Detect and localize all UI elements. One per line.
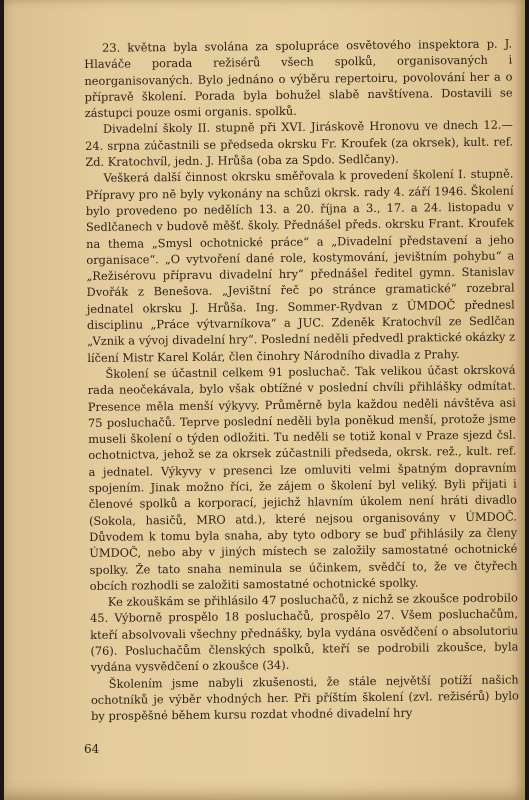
paragraph-3: Veškerá další činnost okrsku směřovala k provedení školení I. stupně. Přípravy pro ně byly vykonány na schůzi okrsk. rady 4. září 1946. Školení bylo provedeno po nedělích 13. a 20. října a 3., 17. a 24. listopadu v Sedlčanech v budově měšť. školy. Přednášel předs. okrsku Frant. Kroufek na thema „Smysl ochotnické práce“ a „Divadelní představení a jeho organisace“. „O vytvoření dané role, kostymování, jevištním pohybu“ a „Režisérovu přípravu divadelní hry“ přednášel ředitel gymn. Stanislav Dvořák z Benešova. „Jevištní řeč po stránce gramatické“ rozebral jednatel okrsku J. Hrůša. Ing. Sommer-Rydvan z ÚMDOČ přednesl disciplinu „Práce výtvarníkova“ a JUC. Zdeněk Kratochvíl ze Sedlčan „Vznik a vývoj divadelní hry“. Poslední neděli předvedl praktické okázky z líčení Mistr Karel Kolár, člen činohry Národního divadla z Prahy. xyxy=(85,166,516,365)
paragraph-1: 23. května byla svolána za spolupráce osvětového inspektora p. J. Hlaváče porada režisérů všech spolků, organisovaných i neorganisovaných. Bylo jednáno o výběru repertoiru, povolování her a o přípravě školení. Porada byla bohužel slabě navštívena. Dostavili se zástupci pouze osmi organis. spolků. xyxy=(84,36,513,121)
paragraph-4: Školení se účastnil celkem 91 posluchač. Tak velikou účast okrsková rada neočekávala, bylo však obtížné v poslední chvíli přihlášky odmítat. Presence měla menší výkyvy. Průměrně byla každou neděli návštěva asi 75 posluchačů. Teprve poslední neděli byla poněkud menší, protože jsme museli školení o týden odložiti. Tu neděli se totiž konal v Praze sjezd čsl. ochotnictva, jehož se za okrsek zúčastnili předseda, okrsk. rež., kult. ref. a jednatel. Výkyvy v presenci lze omluviti velmi špatným dopravním spojením. Jinak možno říci, že zájem o školení byl veliký. Byli přijati i členové spolků a korporací, jejichž hlavním úkolem není hráti divadlo (Sokola, hasičů, MRO atd.), které nejsou organisovány v ÚMDOČ. Důvodem k tomu byla snaha, aby tyto odbory se buď přihlásily za členy ÚMDOČ, nebo aby v jiných místech se založily samostatné ochotnické spolky. Že tato snaha neminula se účinkem, svědčí to, že ve čtyřech obcích rozhodli se založiti samostatné ochotnické spolky. xyxy=(87,362,518,593)
book-page xyxy=(4,0,525,800)
paragraph-2: Divadelní školy II. stupně při XVI. Jiráskově Hronovu ve dnech 12.—24. srpna zúčastnili se předseda okrsku Fr. Kroufek (za okrsek), kult. ref. Zd. Kratochvíl, jedn. J. Hrůša (oba za Spdo. Sedlčany). xyxy=(85,117,514,170)
page-number: 64 xyxy=(84,742,100,756)
page-body-text xyxy=(84,36,519,725)
paragraph-5: Ke zkouškám se přihlásilo 47 posluchačů, z nichž se zkoušce podrobilo 45. Výborně prospělo 18 posluchačů, prospělo 27. Všem posluchačům, kteří absolvovali všechny přednášky, byla vydána osvědčení o absolutoriu (76). Posluchačům členských spolků, kteří se podrobili zkoušce, byla vydána vysvědčení o zkoušce (34). xyxy=(89,590,519,675)
paragraph-6: Školením jsme nabyli zkušenosti, že stále největší potíží našich ochotníků je výběr vhodných her. Při příštím školení (zvl. režisérů) bylo by prospěšné během kursu rozdat vhodné divadelní hry xyxy=(90,672,519,724)
